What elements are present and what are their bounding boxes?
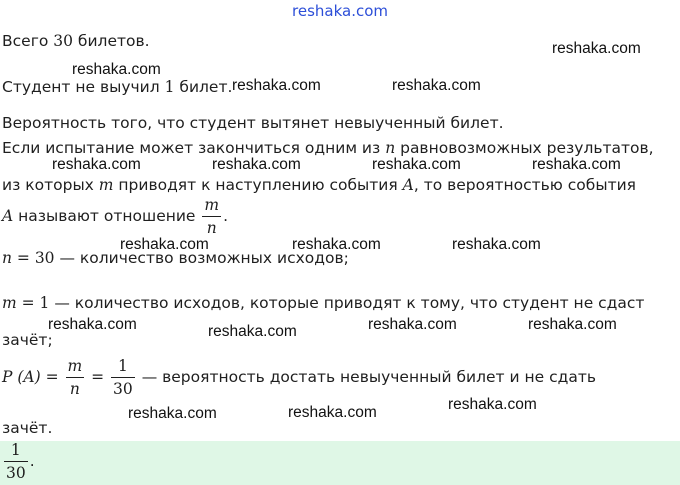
watermark: reshaka.com <box>452 236 541 253</box>
watermark: reshaka.com <box>212 156 301 173</box>
fraction-m-over-n-2: $\frac{m}{n}$ <box>67 357 83 398</box>
answer-denominator: 30 <box>6 464 26 482</box>
watermark: reshaka.com <box>368 316 457 333</box>
line-probability: P (A) = $\frac{m}{n}$ = $\frac{1}{30}$ — вероятность достать невыученный билет и не сдать <box>2 357 596 398</box>
watermark: reshaka.com <box>48 316 137 333</box>
watermark: reshaka.com <box>52 156 141 173</box>
watermark: reshaka.com <box>120 236 209 253</box>
watermark: reshaka.com <box>288 404 377 421</box>
answer-numerator: 1 <box>10 441 21 459</box>
watermark: reshaka.com <box>72 61 161 78</box>
answer-box <box>0 441 680 485</box>
watermark: reshaka.com <box>532 156 621 173</box>
watermark: reshaka.com <box>128 405 217 422</box>
line-unlearned: Студент не выучил 1 билет. <box>2 78 233 96</box>
line-total-tickets: Всего 30 билетов. <box>2 32 150 50</box>
watermark: reshaka.com <box>552 40 641 57</box>
line-event: Вероятность того, что студент вытянет невыученный билет. <box>2 114 504 132</box>
watermark: reshaka.com <box>392 77 481 94</box>
line-credit-1: зачёт; <box>2 331 53 349</box>
answer-fraction <box>4 439 28 484</box>
answer-line <box>2 439 35 484</box>
fraction-m-over-n: $\frac{m}{n}$ <box>204 196 220 237</box>
watermark: reshaka.com <box>448 396 537 413</box>
watermark: reshaka.com <box>208 323 297 340</box>
line-m-value: m = 1 — количество исходов, которые приводят к тому, что студент не сдаст <box>2 294 645 312</box>
fraction-1-over-30: $\frac{1}{30}$ <box>113 357 133 398</box>
watermark: reshaka.com <box>372 156 461 173</box>
line-n-value: n = 30 — количество возможных исходов; <box>2 249 349 267</box>
line-definition-2: из которых m приводят к наступлению события A, то вероятностью события <box>2 176 636 194</box>
watermark: reshaka.com <box>292 236 381 253</box>
watermark: reshaka.com <box>528 316 617 333</box>
line-definition-1: Если испытание может закончиться одним из n равновозможных результатов, <box>2 139 654 157</box>
line-definition-3: A называют отношение $\frac{m}{n}$ . <box>2 196 229 237</box>
site-watermark-link[interactable]: reshaka.com <box>292 2 388 20</box>
answer-dot: . <box>29 452 35 470</box>
line-credit-2: зачёт. <box>2 419 53 437</box>
watermark: reshaka.com <box>232 77 321 94</box>
